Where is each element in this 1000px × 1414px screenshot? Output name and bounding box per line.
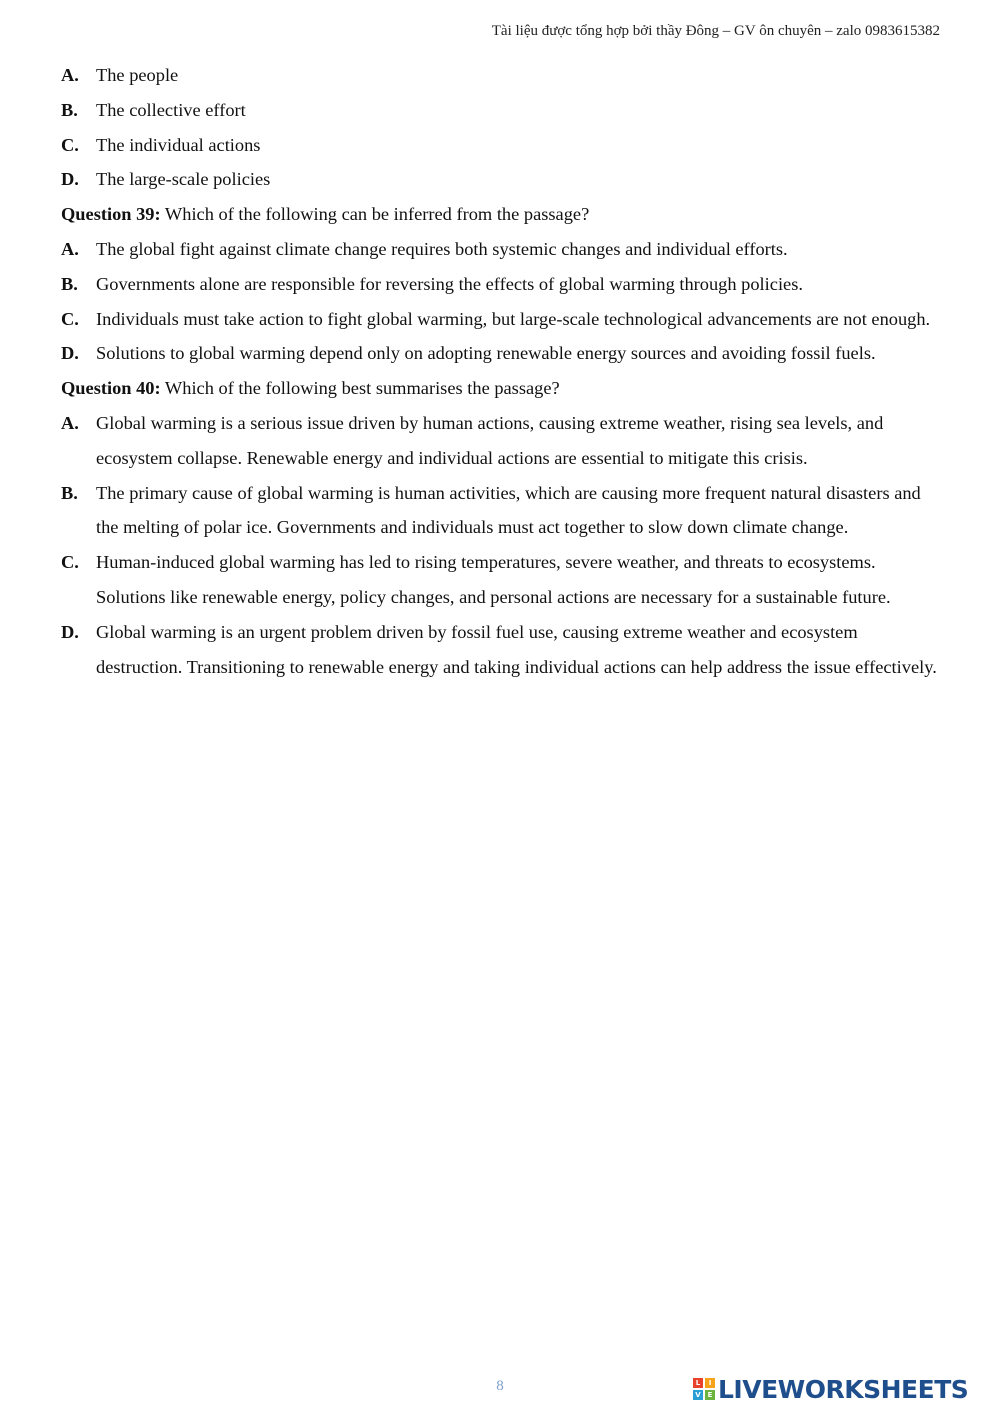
question-39 <box>61 197 941 232</box>
prev-option-c <box>61 128 941 163</box>
document-body <box>61 58 941 684</box>
option-text: The collective effort <box>96 99 246 120</box>
question-prompt: Which of the following can be inferred from the passage? <box>164 204 590 225</box>
option-letter: B. <box>61 482 78 503</box>
q40-option-c <box>61 545 941 615</box>
option-text: Global warming is a serious issue driven by human actions, causing extreme weather, rising sea levels, and ecosystem collapse. Renewable energy and individual actions are essential to mitigate this crisis. <box>96 412 884 468</box>
q40-option-b <box>61 476 941 546</box>
prev-option-b <box>61 93 941 128</box>
option-text: The individual actions <box>96 134 261 155</box>
question-40 <box>61 371 941 406</box>
option-letter: C. <box>61 134 79 155</box>
option-letter: B. <box>61 99 78 120</box>
brand-name: LIVEWORKSHEETS <box>718 1374 969 1404</box>
option-letter: D. <box>61 169 79 190</box>
option-letter: D. <box>61 343 79 364</box>
option-text: Governments alone are responsible for reversing the effects of global warming through policies. <box>96 273 803 294</box>
option-letter: B. <box>61 273 78 294</box>
q39-option-b <box>61 267 941 302</box>
option-letter: D. <box>61 621 79 642</box>
option-letter: C. <box>61 552 79 573</box>
option-text: The global fight against climate change requires both systemic changes and individual efforts. <box>96 238 788 259</box>
prev-option-a <box>61 58 941 93</box>
page-header: Tài liệu được tổng hợp bởi thầy Đông – GV ôn chuyên – zalo 0983615382 <box>491 23 940 39</box>
prev-option-d <box>61 162 941 197</box>
logo-tile: E <box>705 1390 715 1400</box>
q39-option-c <box>61 302 941 337</box>
option-text: Human-induced global warming has led to rising temperatures, severe weather, and threats to ecosystems. Solutions like renewable energy, policy changes, and personal actions are necessary for a sustainable future. <box>96 552 891 607</box>
liveworksheets-logo[interactable] <box>693 1372 968 1406</box>
logo-tile: V <box>693 1390 703 1400</box>
q39-option-d <box>61 336 941 371</box>
q40-option-a <box>61 406 941 476</box>
liveworksheets-icon <box>693 1378 715 1400</box>
question-label: Question 40: <box>61 378 161 399</box>
q40-option-d <box>61 615 941 685</box>
option-letter: A. <box>61 65 79 85</box>
option-text: The primary cause of global warming is human activities, which are causing more frequent natural disasters and the melting of polar ice. Governments and individuals must act together to slow down climate change. <box>96 482 921 538</box>
page-number: 8 <box>496 1378 504 1394</box>
option-text: The large-scale policies <box>96 169 271 190</box>
option-text: Individuals must take action to fight global warming, but large-scale technological advancements are not enough. <box>96 308 931 329</box>
q39-option-a <box>61 232 941 267</box>
option-text: Global warming is an urgent problem driven by fossil fuel use, causing extreme weather and ecosystem destruction. Transitioning to renewable energy and taking individual actions can help address the issue effectively. <box>96 621 937 677</box>
logo-tile: L <box>693 1378 703 1388</box>
question-prompt: Which of the following best summarises the passage? <box>164 378 560 399</box>
question-label: Question 39: <box>61 204 161 225</box>
option-letter: A. <box>61 238 79 259</box>
option-text: The people <box>96 65 179 85</box>
option-text: Solutions to global warming depend only on adopting renewable energy sources and avoiding fossil fuels. <box>96 343 876 364</box>
option-letter: C. <box>61 308 79 329</box>
logo-tile: I <box>705 1378 715 1388</box>
option-letter: A. <box>61 412 79 433</box>
